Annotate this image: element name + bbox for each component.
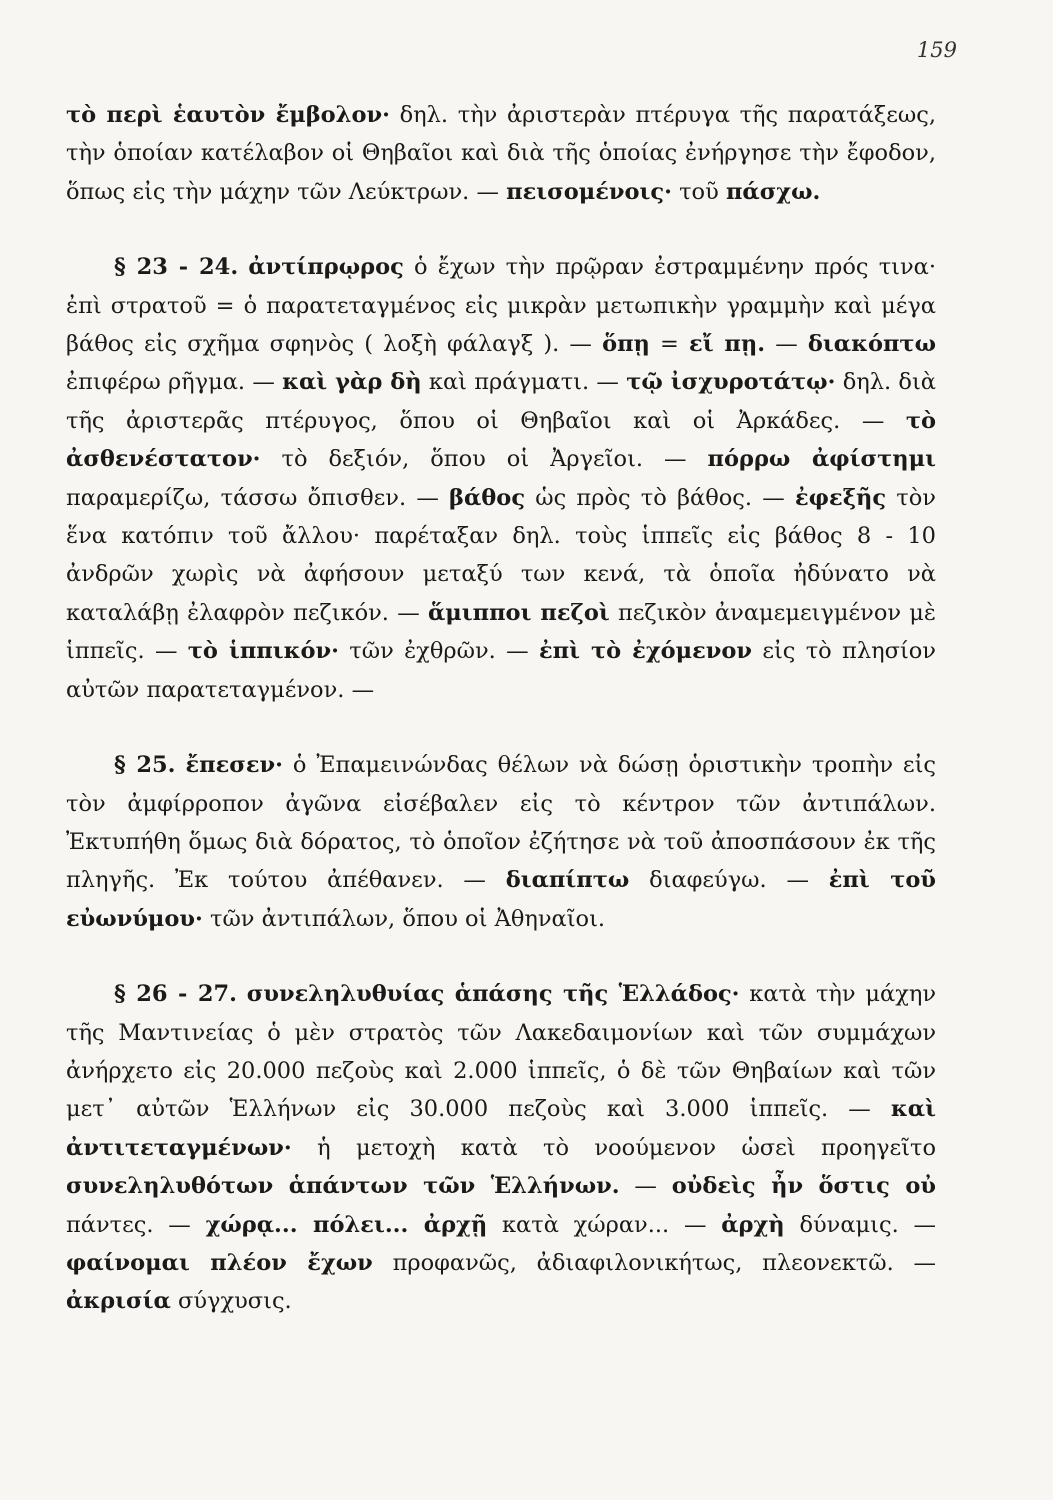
section-number: § 26 - 27.: [114, 981, 237, 1008]
lemma: ἀκρισία: [66, 1288, 171, 1315]
gloss: δηλ. διὰ τῆς ἀριστερᾶς πτέρυγος, ὅπου οἱ Θηβαῖοι καὶ οἱ Ἀρκάδες. —: [66, 369, 936, 434]
lemma: τῷ ἰσχυροτάτῳ·: [626, 369, 836, 396]
commentary-text: [66, 96, 936, 1321]
page-number: 159: [916, 38, 957, 62]
gloss: δηλ. τὴν ἀριστερὰν πτέρυγα τῆς παρατάξεως, τὴν ὁποίαν κατέλαβον οἱ Θηβαῖοι καὶ διὰ τῆς ὁποίας ἐνήργησε τὴν ἔφοδον, ὅπως εἰς τὴν μάχην τῶν Λεύκτρων. —: [66, 102, 936, 205]
lemma: ἅμιπποι πεζοὶ: [427, 599, 610, 626]
gloss: πεζικὸν ἀναμεμειγμένον μὲ ἱππεῖς. —: [66, 599, 936, 665]
gloss: τοῦ: [671, 178, 726, 205]
gloss: κατὰ χώραν... —: [487, 1211, 722, 1238]
gloss: τῶν ἀντιπάλων, ὅπου οἱ Ἀθηναῖοι.: [202, 905, 606, 932]
paragraph-4: [66, 975, 936, 1321]
lemma: ἀρχὴ: [721, 1211, 785, 1238]
gloss: τῶν ἐχθρῶν. —: [338, 638, 539, 665]
lemma: ὅπῃ: [602, 331, 650, 358]
lemma: τὸ περὶ ἑαυτὸν ἔμβολον·: [66, 102, 390, 128]
lemma: φαίνομαι πλέον ἔχων: [66, 1249, 373, 1276]
paragraph-3: [66, 746, 936, 938]
section-number: § 23 - 24.: [114, 254, 239, 281]
lemma: ἀντίπρῳρος: [248, 254, 404, 281]
section-number: § 25.: [114, 752, 176, 779]
lemma: καὶ γὰρ δὴ: [282, 369, 422, 396]
lemma: βάθος: [449, 484, 526, 511]
gloss: τὸ δεξιόν, ὅπου οἱ Ἀργεῖοι. —: [260, 446, 708, 473]
gloss: παραμερίζω, τάσσω ὄπισθεν. —: [66, 484, 450, 511]
gloss: —: [765, 331, 808, 358]
lemma: πάσχω.: [725, 178, 821, 205]
gloss: ὁ ἔχων τὴν πρῷραν ἐστραμμένην πρός τινα· ἐπὶ στρατοῦ = ὁ παρατεταγμένος εἰς μικρὰν μετωπικὴν γραμμὴν καὶ μέγα βάθος εἰς σχῆμα σφηνὸς ( λοξὴ φάλαγξ ). —: [66, 254, 936, 358]
gloss: ὡς πρὸς τὸ βάθος. —: [525, 484, 795, 511]
gloss: δύναμις. —: [784, 1211, 937, 1238]
gloss: πάντες. —: [66, 1211, 206, 1238]
gloss: εἰς τὸ πλησίον αὐτῶν παρατεταγμένον. —: [66, 638, 936, 703]
lemma: διαπίπτω: [505, 867, 630, 894]
gloss: σύγχυσις.: [170, 1288, 292, 1315]
gloss: ὁ Ἐπαμεινώνδας θέλων νὰ δώσῃ ὁριστικὴν τροπὴν εἰς τὸν ἀμφίρροπον ἀγῶνα εἰσέβαλεν εἰς τὸ κέντρον τῶν ἀντιπάλων. Ἐκτυπήθη ὅμως διὰ δόρατος, τὸ ὁποῖον ἐζήτησε νὰ τοῦ ἀποσπάσουν ἐκ τῆς πληγῆς. Ἐκ τούτου ἀπέθανεν. —: [66, 752, 936, 894]
gloss: καὶ πράγματι. —: [421, 369, 627, 396]
lemma: συνεληλυθυίας ἁπάσης τῆς Ἑλλάδος·: [246, 981, 740, 1008]
lemma: πόρρω ἀφίστημι: [707, 446, 936, 473]
gloss: διαφεύγω. —: [629, 867, 829, 894]
gloss: —: [619, 1173, 672, 1200]
lemma: πεισομένοις·: [506, 178, 672, 205]
lemma: συνεληλυθότων ἁπάντων τῶν Ἑλλήνων.: [66, 1173, 620, 1200]
gloss: ἡ μετοχὴ κατὰ τὸ νοούμενον ὡσεὶ προηγεῖτο: [291, 1134, 936, 1161]
lemma: τὸ ἀσθενέστατον·: [66, 407, 936, 473]
gloss: προφανῶς, ἀδιαφιλονικήτως, πλεονεκτῶ. —: [372, 1249, 936, 1276]
lemma: ἐφεξῆς: [794, 484, 887, 511]
lemma: χώρᾳ... πόλει... ἀρχῇ: [205, 1211, 488, 1238]
gloss: τὸν ἕνα κατόπιν τοῦ ἄλλου· παρέταξαν δηλ. τοὺς ἱππεῖς εἰς βάθος 8 - 10 ἀνδρῶν χωρὶς νὰ ἀφήσουν μεταξύ των κενά, τὰ ὁποῖα ἠδύνατο νὰ καταλάβῃ ἐλαφρὸν πεζικόν. —: [66, 484, 936, 626]
gloss: ἐπιφέρω ρῆγμα. —: [66, 369, 283, 396]
lemma: διακόπτω: [807, 331, 936, 358]
lemma: ἔπεσεν·: [185, 752, 283, 779]
lemma: ἐπὶ τὸ ἐχόμενον: [538, 638, 752, 665]
gloss: κατὰ τὴν μάχην τῆς Μαντινείας ὁ μὲν στρατὸς τῶν Λακεδαιμονίων καὶ τῶν συμμάχων ἀνήρχετο εἰς 20.000 πεζοὺς καὶ 2.000 ἱππεῖς, ὁ δὲ τῶν Θηβαίων καὶ τῶν μετ᾽ αὐτῶν Ἑλλήνων εἰς 30.000 πεζοὺς καὶ 3.000 ἱππεῖς. —: [66, 981, 936, 1123]
lemma: καὶ ἀντιτεταγμένων·: [66, 1096, 936, 1161]
lemma: ἐπὶ τοῦ εὐωνύμου·: [66, 867, 936, 932]
paragraph-2: [66, 248, 936, 709]
lemma: τὸ ἱππικόν·: [187, 638, 339, 665]
gloss: =: [649, 331, 690, 358]
lemma: εἴ πῃ.: [689, 331, 766, 358]
lemma: οὐδεὶς ἦν ὅστις οὐ: [671, 1173, 936, 1200]
paragraph-1: [66, 96, 936, 211]
